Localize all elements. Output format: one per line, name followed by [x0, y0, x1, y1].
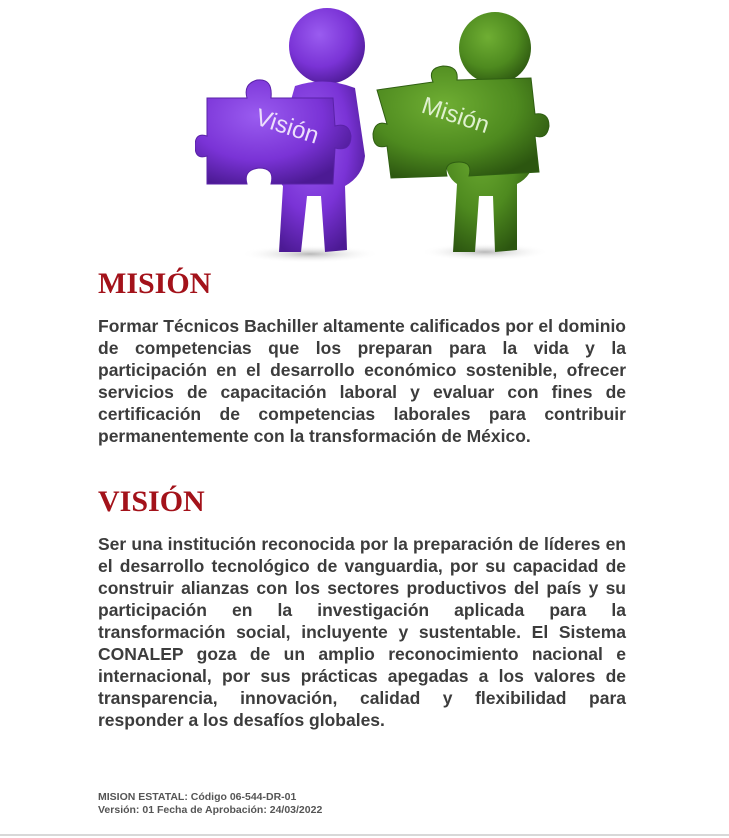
mision-heading: MISIÓN — [98, 267, 212, 300]
bottom-divider — [0, 834, 729, 836]
mision-paragraph: Formar Técnicos Bachiller altamente calificados por el dominio de competencias que los preparan para la vida y la participación en el desarrollo económico sostenible, ofrecer servicios de capacitación laboral y evaluar con fines de certificación de competencias laborales para contribuir permanentemente con la transformación de México. — [98, 316, 626, 446]
green-figure — [373, 12, 549, 252]
document-footer — [98, 791, 322, 817]
puzzle-figures-illustration — [195, 6, 555, 264]
vision-paragraph: Ser una institución reconocida por la preparación de líderes en el desarrollo tecnológico de vanguardia, por su capacidad de construir alianzas con los sectores productivos del país y su participación en la investigación aplicada para la transformación social, incluyente y sustentable. El Sistema CONALEP goza de un amplio reconocimiento nacional e internacional, por sus prácticas apegadas a los valores de transparencia, innovación, calidad y flexibilidad para responder a los desafíos globales. — [98, 534, 626, 730]
mision-piece-label: Misión — [418, 91, 493, 140]
footer-code-line: MISION ESTATAL: Código 06-544-DR-01 — [98, 791, 297, 803]
footer-version-line: Versión: 01 Fecha de Aprobación: 24/03/2022 — [98, 804, 323, 816]
purple-figure — [195, 8, 365, 252]
vision-piece-label: Visión — [252, 103, 323, 150]
vision-heading: VISIÓN — [98, 485, 205, 518]
